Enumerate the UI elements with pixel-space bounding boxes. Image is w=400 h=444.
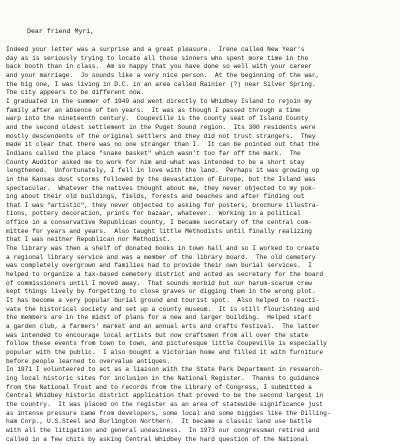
letter-line: Indians called the place "snake basket" which wasn't too far off the mark. The [6,149,301,157]
letter-line: a garden club, a farmers' market and an annual arts and crafts festival. The latter [6,323,320,330]
letter-line: Indeed your letter was a surprise and a great pleasure. Irene called New Year's [6,46,305,53]
letter-line: before people learned to overvalue antiques. [6,357,171,365]
letter-line: day as is seriously trying to locate all those sinners who spent more time in the [6,54,309,62]
letter-line: that I was "artistic", they never objected to asking for posters, brochure illustra- [6,201,320,209]
letter-line: The library was then a shelf of donated books in town hall and so I worked to create [6,245,320,253]
letter-line: called in a few chits by asking Central Whidbey the hard question of the National [6,435,309,443]
letter-line: kept things lively by forgetting to close graves or digging them in the wrong plot. [6,288,316,296]
letter-line: ing local historic sites for inclusion in the National Register. Thanks to guidance [6,374,320,382]
letter-line: from the National Trust and to records from the Library of Congress, I submitted a [6,383,312,391]
letter-line: I graduated in the summer of 1949 and went directly to Whidbey Island to rejoin my [6,97,312,105]
letter-line: in the Kansas dust storms followed by the devastation of Europe, but the Island was [6,175,316,183]
letter-line: tions, pottery decoration, prints for bazaar, whatever. Working in a political [6,210,301,218]
letter-line: lengthened. Unfortunately, I fell in love with the land. Perhaps it was growing up [6,167,320,175]
letter-line: of commissioners until I moved away. That sounds morbid but our harum-scarum crew [6,279,312,287]
letter-line: popular with the public. I also bought a Victorian home and filled it with furniture [6,348,324,356]
letter-line: a regional library service and was a member of the library board. The old cemetery [6,253,316,261]
letter-line: that I was neither Republican nor Methodist. [6,236,171,244]
letter-line: helped to organize a tax-based cemetery district and acted as secretary for the board [6,271,324,279]
letter-line: warp into the nineteenth century. Coupeville is the county seat of Island County [6,115,309,123]
letter-line: was completely overgrown and families had to provide their own burial services. I [6,262,312,270]
letter-line: office in a conservative Republican county, I became secretary of the central com- [6,219,312,227]
letter-line: In 1971 I volunteered to act as a liaison with the State Park Department in research- [6,366,324,374]
letter-line: ing about their old buildings, fields, forests and beaches and after finding out [6,193,305,201]
letter-line: the members are in the midst of plans for a new and larger building. Helped start [6,314,312,322]
letter-line: Central Whidbey historic district application that proved to be the second largest in [6,392,324,400]
letter-line: spectacular. Whatever the natives thought about me, they never objected to my pok- [6,184,316,192]
letter-line: mostly descendents of the original settlers and they did not trust strangers. They [6,132,316,140]
salutation: Dear friend Myri, [27,28,95,35]
letter-line: The city appears to be different now. [6,89,145,97]
letter-line: made it clear that there was no one stranger than I. It can be pointed out that the [6,141,320,149]
letter-line: and the second oldest settlement in the Puget Sound region. Its 300 residents were [6,123,316,131]
letter-line: vate the historical society and set up a county museum. It is still flourishing and [6,305,320,313]
letter-line: the big one, I was living in D.C. in an area called Rainier (?) near Silver Spring. [6,80,316,88]
letter-line: the country. It was placed on the register as an area of statewide significance just [6,400,324,408]
letter-line: back booth than in class. Am so happy that you have done so well with your career [6,63,312,71]
letter-line: as intense pressure came from developers, some local and some biggies like the Dilling- [6,409,331,417]
letter-line: was intended to encourage local artists but now craftsmen from all over the state [6,331,309,339]
letter-line: County Auditor asked me to work for him and what was intended to be a short stay [6,158,305,166]
letter-line: mittee for years and years. Also taught little Methodists until finally realizing [6,227,312,235]
letter-line: It has become a very popular burial ground and tourist spot. Also helped to reacti- [6,297,320,305]
letter-body [6,46,396,444]
letter-line: follow these events from town to town, and picturesque little Coupeville is especially [6,340,327,348]
letter-line: ham Corp., U.S.Steel and Burlington Northern. It became a classic land use battle [6,418,312,426]
letter-line: family after an absence of ten years. It was as though I passed through a time [6,106,301,114]
letter-line: and your marriage. Jo sounds like a very nice person. At the beginning of the war, [6,71,320,79]
letter-line: with all the litigation and general uneasiness. In 1973 our congressman retired and [6,426,320,434]
